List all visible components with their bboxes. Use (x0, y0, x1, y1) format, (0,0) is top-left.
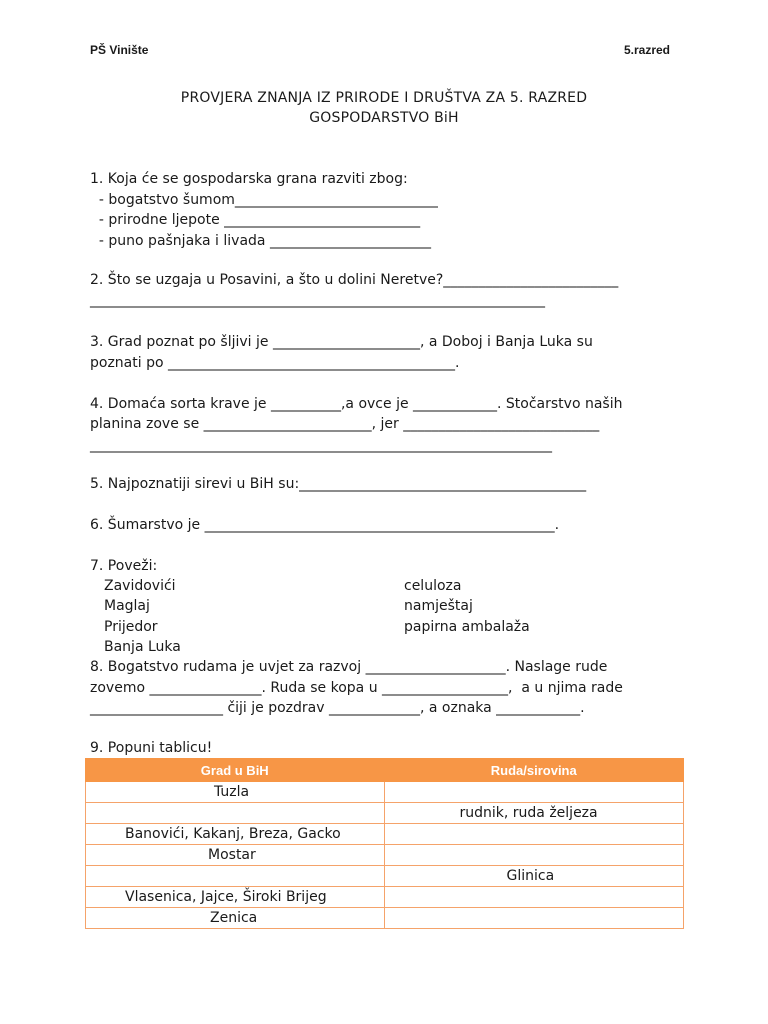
table-row (86, 908, 684, 929)
q4-line: planina zove se ________________________, jer ____________________________ (90, 416, 600, 432)
ore-cell[interactable]: rudnik, ruda željeza (384, 803, 684, 824)
q2-line: _________________________________________________________________ (90, 292, 545, 308)
q9-question: 9. Popuni tablicu! (90, 740, 213, 756)
q3-line: 3. Grad poznat po šljivi je _____________________, a Doboj i Banja Luka su (90, 334, 593, 350)
q8-line: 8. Bogatstvo rudama je uvjet za razvoj ____________________. Naslage rude (90, 659, 608, 675)
table-row (86, 887, 684, 908)
q1-item: - bogatstvo šumom_____________________________ (90, 192, 438, 208)
match-left-item: Banja Luka (104, 639, 181, 655)
q4-line: 4. Domaća sorta krave je __________,a ovce je ____________. Stočarstvo naših (90, 396, 623, 412)
q1-question: 1. Koja će se gospodarska grana razviti zbog: (90, 171, 408, 187)
table-row (86, 866, 684, 887)
q8-line: ___________________ čiji je pozdrav _____________, a oznaka ____________. (90, 700, 585, 716)
grade-label: 5.razred (623, 43, 670, 57)
q8-line: zovemo ________________. Ruda se kopa u __________________, a u njima rade (90, 680, 623, 696)
ore-cell[interactable] (384, 845, 684, 866)
q2-line: 2. Što se uzgaja u Posavini, a što u dolini Neretve?_________________________ (90, 272, 619, 288)
school-name: PŠ Vinište (90, 43, 149, 57)
q3-line: poznati po _________________________________________. (90, 355, 460, 371)
match-right-item: namještaj (404, 598, 473, 614)
test-title: PROVJERA ZNANJA IZ PRIRODE I DRUŠTVA ZA 5. RAZRED (180, 90, 588, 106)
match-right-item: celuloza (404, 578, 462, 594)
ore-cell[interactable] (384, 887, 684, 908)
city-cell[interactable]: Vlasenica, Jajce, Široki Brijeg (86, 887, 385, 908)
city-cell[interactable]: Mostar (86, 845, 385, 866)
q7-question: 7. Poveži: (90, 558, 158, 574)
city-cell[interactable] (86, 803, 385, 824)
match-left-item: Maglaj (104, 598, 150, 614)
table-row (86, 845, 684, 866)
q4-line: __________________________________________________________________ (90, 437, 552, 453)
ore-cell[interactable]: Glinica (384, 866, 684, 887)
city-cell[interactable] (86, 866, 385, 887)
ore-cell[interactable] (384, 782, 684, 803)
q5-line: 5. Najpoznatiji sirevi u BiH su:_________________________________________ (90, 476, 587, 492)
table-header-ore: Ruda/sirovina (384, 759, 684, 782)
city-cell[interactable]: Banovići, Kakanj, Breza, Gacko (86, 824, 385, 845)
q1-item: - prirodne ljepote ____________________________ (90, 212, 421, 228)
fill-in-table (85, 758, 684, 929)
city-cell[interactable]: Zenica (86, 908, 385, 929)
q1-item: - puno pašnjaka i livada _______________________ (90, 233, 431, 249)
test-subtitle: GOSPODARSTVO BiH (309, 110, 459, 126)
table-header-city: Grad u BiH (86, 759, 385, 782)
match-right-item: papirna ambalaža (404, 619, 530, 635)
match-left-item: Prijedor (104, 619, 158, 635)
q6-line: 6. Šumarstvo je __________________________________________________. (90, 517, 560, 533)
match-left-item: Zavidovići (104, 578, 176, 594)
ore-cell[interactable] (384, 824, 684, 845)
table-row (86, 782, 684, 803)
table-row (86, 803, 684, 824)
city-cell[interactable]: Tuzla (86, 782, 385, 803)
ore-cell[interactable] (384, 908, 684, 929)
table-row (86, 824, 684, 845)
